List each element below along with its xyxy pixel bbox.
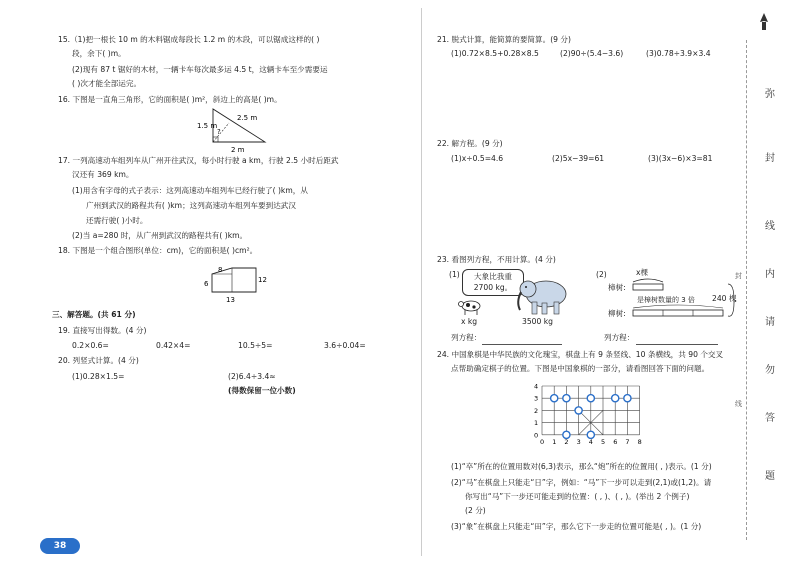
q22-item-2: (2)5x−39=61 <box>552 154 605 163</box>
total-trees-label: 240 棵 <box>712 294 737 303</box>
q23-part1-label: (1) <box>449 270 460 279</box>
q17-line2: 汉还有 369 km。 <box>72 170 134 179</box>
q20-note: (得数保留一位小数) <box>228 386 296 395</box>
q20-item-1: (1)0.28×1.5= <box>72 372 125 381</box>
triangle-side-b: 2.5 m <box>237 114 258 122</box>
camphor-label: 樟树: <box>608 283 626 292</box>
chess-piece <box>624 395 631 402</box>
board-x-tick: 2 <box>564 437 569 446</box>
seal-char-1: 封 <box>765 153 775 164</box>
board-x-tick: 4 <box>588 437 593 446</box>
q19-item-4: 3.6÷0.04= <box>324 341 366 350</box>
equation-label-2: 列方程： <box>604 333 635 342</box>
q17-line5: 还需行驶( )小时。 <box>86 216 148 225</box>
section-3-heading: 三、解答题。(共 61 分) <box>52 310 136 319</box>
chess-piece <box>587 395 594 402</box>
board-y-tick: 2 <box>534 406 539 415</box>
q17-line6: (2)当 a=280 时，从广州到武汉的路程共有( )km。 <box>72 231 248 240</box>
chess-piece <box>575 407 582 414</box>
column-divider <box>421 8 422 556</box>
q24-line1: 24. 中国象棋是中华民族的文化瑰宝，棋盘上有 9 条竖线、10 条横线，共 90 个交叉 <box>437 350 724 359</box>
q23-title: 23. 看图列方程，不用计算。(4 分) <box>437 255 556 264</box>
q17-line4: 广州到武汉的路程共有( )km；这列高速动车组列车要到达武汉 <box>86 201 296 210</box>
board-y-tick: 1 <box>534 419 539 428</box>
board-grid <box>542 386 640 435</box>
elephant-icon <box>512 274 572 318</box>
chess-piece <box>551 395 558 402</box>
q22-title: 22. 解方程。(9 分) <box>437 139 503 148</box>
bubble-line2: 2700 kg。 <box>473 282 513 292</box>
q21-title: 21. 脱式计算，能简算的要简算。(9 分) <box>437 35 571 44</box>
seal-char-3: 内 <box>765 269 775 280</box>
board-x-tick: 1 <box>552 437 557 446</box>
q22-item-1: (1)x÷0.5=4.6 <box>451 154 504 163</box>
q24-sub2-line2: 你写出“马”下一步还可能走到的位置：( , )、( , )。(举出 2 个例子) <box>465 492 690 501</box>
q24-sub1: (1)“卒”所在的位置用数对(6,3)表示，那么“炮”所在的位置用( , )表示。(1 分) <box>451 462 712 471</box>
q16-text: 16. 下图是一直角三角形，它的面积是( )m²，斜边上的高是( )m。 <box>58 95 282 104</box>
dim-8: 8 <box>218 266 223 274</box>
q15-line1: 15.（1)把一根长 10 m 的木料锯成每段长 1.2 m 的木段，可以锯成这样的( ) <box>58 35 320 44</box>
board-x-tick: 6 <box>613 437 618 446</box>
dim-12: 12 <box>258 276 267 284</box>
seal-char-2: 线 <box>765 221 775 232</box>
seal-char-4: 请 <box>765 317 775 328</box>
q24-sub3: (3)“象”在棋盘上只能走“田”字，那么它下一步走的位置可能是( , )。(1 分) <box>451 522 702 531</box>
cow-weight-label: x kg <box>461 317 478 326</box>
seal-char-5: 勿 <box>765 365 775 376</box>
seal-inline-label-1: 线 <box>735 400 742 408</box>
q18-text: 18. 下图是一个组合图形(单位：cm)，它的面积是( )cm²。 <box>58 246 258 255</box>
brace-text: 是樟树数量的 3 倍 <box>637 296 695 304</box>
dim-6: 6 <box>204 280 209 288</box>
q24-sub2-line3: (2 分) <box>465 506 486 515</box>
q24-line2: 点帮助确定棋子的位置。下图是中国象棋的一部分，请看图回答下面的问题。 <box>451 364 710 373</box>
q17-line1: 17. 一列高速动车组列车从广州开往武汉，每小时行驶 a km，行驶 2.5 小时后距武 <box>58 156 339 165</box>
q22-item-3: (3)(3x−6)×3=81 <box>648 154 713 163</box>
q24-sub2-line1: (2)“马”在棋盘上只能走“日”字，例如：“马”下一步可以走到(2,1)或(1,2)。请 <box>451 478 712 487</box>
q20-item-2: (2)6.4÷3.4≈ <box>228 372 276 381</box>
elephant-weight-label: 3500 kg <box>522 317 553 326</box>
q20-title: 20. 列竖式计算。(4 分) <box>58 356 139 365</box>
triangle-side-c: 2 m <box>231 146 245 154</box>
page-number-badge: 38 <box>40 538 80 554</box>
board-x-tick: 5 <box>601 437 606 446</box>
board-x-tick: 0 <box>540 437 545 446</box>
q15-line2: 段，余下( )m。 <box>72 49 126 58</box>
composite-figure <box>200 262 270 306</box>
q21-item-1: (1)0.72×8.5+0.28×8.5 <box>451 49 539 58</box>
answer-line-1 <box>482 344 562 345</box>
q21-item-2: (2)90÷(5.4−3.6) <box>560 49 624 58</box>
chess-piece <box>563 395 570 402</box>
seal-inline-label-0: 封 <box>735 272 742 280</box>
q15-line4: ( )次才能全部运完。 <box>72 79 142 88</box>
seal-cut-line <box>746 40 747 540</box>
answer-line-2 <box>636 344 718 345</box>
q19-item-2: 0.42×4= <box>156 341 191 350</box>
q15-line3: (2)现有 87 t 锯好的木材，一辆卡车每次最多运 4.5 t，这辆卡车至少需要运 <box>72 65 328 74</box>
q21-item-3: (3)0.78÷3.9×3.4 <box>646 49 711 58</box>
seal-char-0: 弥 <box>765 89 775 100</box>
q19-title: 19. 直接写出得数。(4 分) <box>58 326 147 335</box>
seal-char-7: 题 <box>765 471 775 482</box>
triangle-height-mark: ? <box>217 128 221 136</box>
dim-13: 13 <box>226 296 235 304</box>
q19-item-1: 0.2×0.6= <box>72 341 109 350</box>
q19-item-3: 10.5÷5= <box>238 341 273 350</box>
board-y-tick: 4 <box>534 382 539 391</box>
board-x-tick: 3 <box>576 437 581 446</box>
cow-icon <box>458 298 484 316</box>
right-triangle-figure <box>195 106 285 156</box>
q17-line3: (1)用含有字母的式子表示：这列高速动车组列车已经行驶了( )km，从 <box>72 186 308 195</box>
board-y-tick: 3 <box>534 394 539 403</box>
chess-board <box>532 380 652 460</box>
triangle-side-a: 1.5 m <box>197 122 218 130</box>
bubble-line1: 大象比我重 <box>474 272 512 281</box>
equation-label-1: 列方程： <box>451 333 482 342</box>
board-x-tick: 8 <box>637 437 642 446</box>
q23-part2-label: (2) <box>596 270 607 279</box>
seal-char-6: 答 <box>765 413 775 424</box>
board-x-tick: 7 <box>625 437 630 446</box>
x-trees-label: x棵 <box>636 268 649 277</box>
board-y-tick: 0 <box>534 431 539 440</box>
rocket-icon <box>752 12 776 34</box>
willow-label: 柳树: <box>608 309 626 318</box>
chess-piece <box>612 395 619 402</box>
